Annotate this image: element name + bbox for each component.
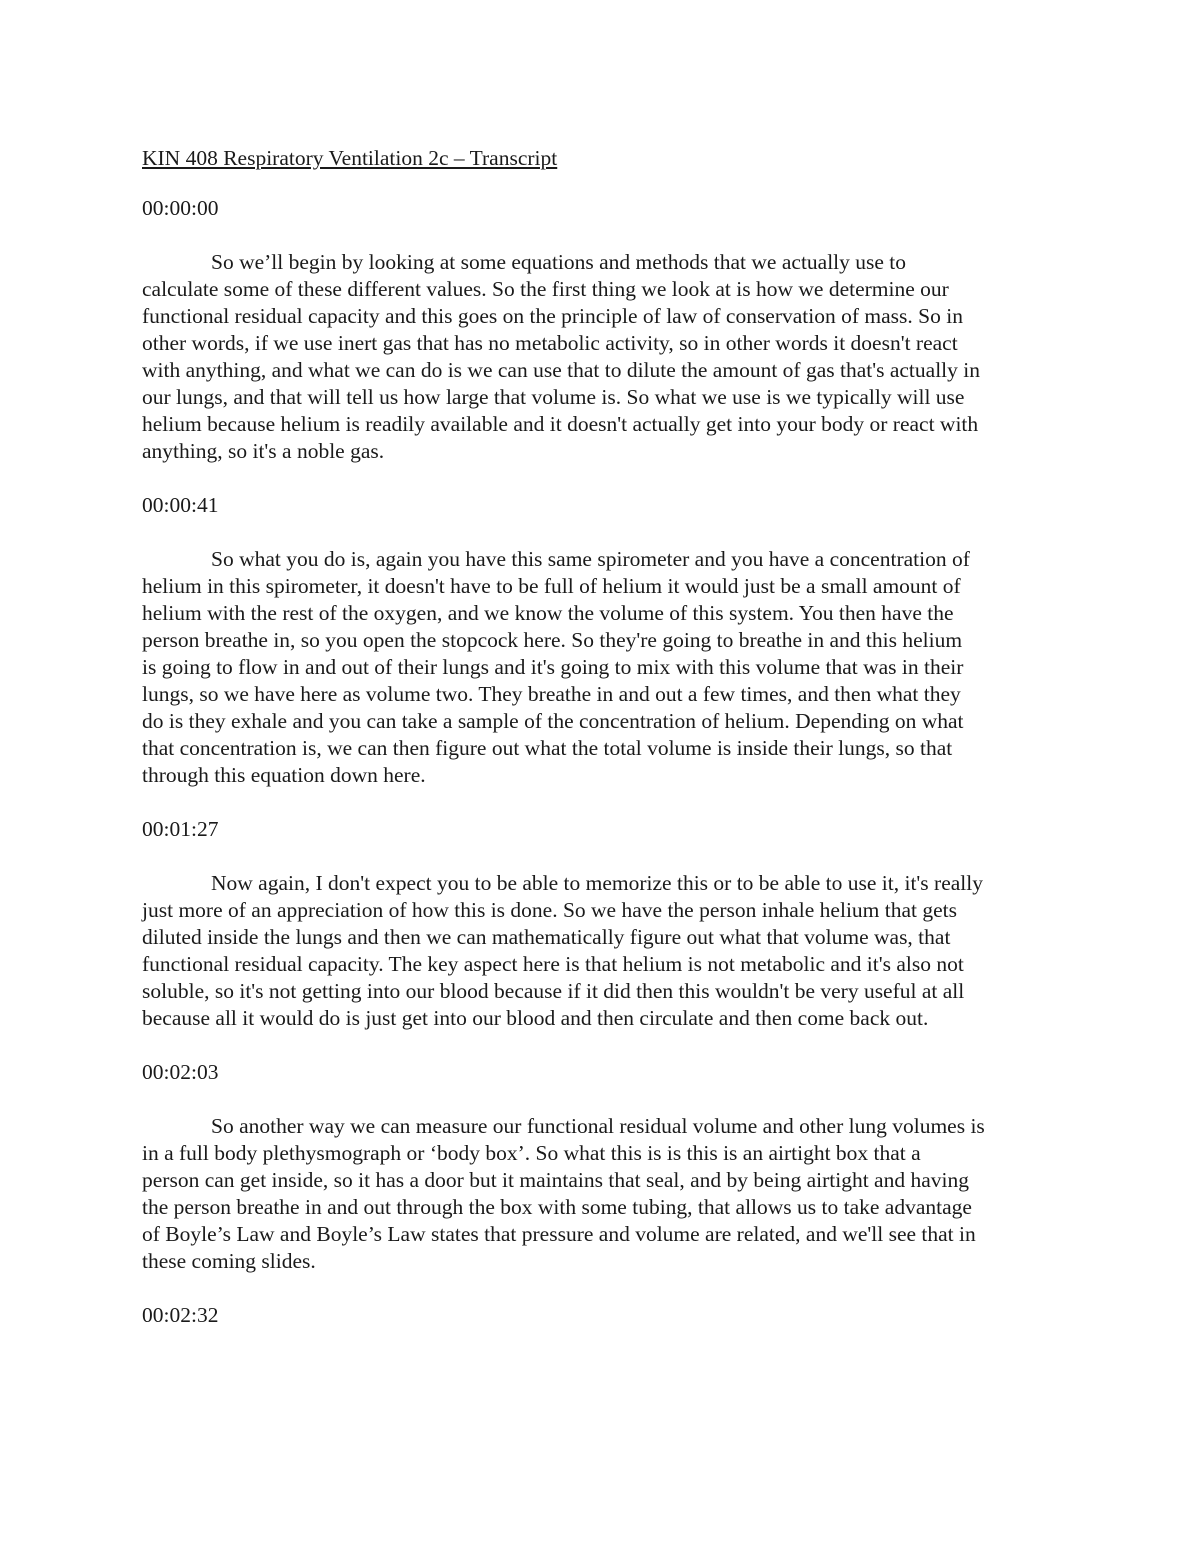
- timestamp: 00:01:27: [142, 817, 219, 841]
- paragraph-line: with anything, and what we can do is we can use that to dilute the amount of gas that's actually in: [142, 358, 980, 382]
- paragraph-line: the person breathe in and out through the box with some tubing, that allows us to take advantage: [142, 1195, 972, 1219]
- paragraph-line: functional residual capacity. The key aspect here is that helium is not metabolic and it's also not: [142, 952, 964, 976]
- paragraph-line: So what you do is, again you have this same spirometer and you have a concentration of: [211, 547, 970, 571]
- paragraph-line: of Boyle’s Law and Boyle’s Law states that pressure and volume are related, and we'll see that in: [142, 1222, 976, 1246]
- paragraph-line: functional residual capacity and this goes on the principle of law of conservation of mass. So in: [142, 304, 963, 328]
- paragraph-line: anything, so it's a noble gas.: [142, 439, 385, 463]
- paragraph-line: person breathe in, so you open the stopcock here. So they're going to breathe in and this helium: [142, 628, 963, 652]
- paragraph-line: So we’ll begin by looking at some equations and methods that we actually use to: [211, 250, 907, 274]
- transcript-paragraph: [142, 546, 1082, 789]
- paragraph-line: helium because helium is readily available and it doesn't actually get into your body or react with: [142, 412, 979, 436]
- paragraph-line: is going to flow in and out of their lungs and it's going to mix with this volume that was in their: [142, 655, 964, 679]
- transcript-paragraph: [142, 249, 1082, 465]
- paragraph-line: in a full body plethysmograph or ‘body box’. So what this is is this is an airtight box that a: [142, 1141, 921, 1165]
- transcript-paragraph: [142, 1113, 1082, 1275]
- transcript-sections: [142, 195, 1082, 1329]
- paragraph-line: Now again, I don't expect you to be able to memorize this or to be able to use it, it's really: [211, 871, 983, 895]
- document-title: KIN 408 Respiratory Ventilation 2c – Transcript: [142, 146, 558, 170]
- paragraph-line: calculate some of these different values. So the first thing we look at is how we determine our: [142, 277, 949, 301]
- timestamp: 00:02:03: [142, 1060, 219, 1084]
- paragraph-line: do is they exhale and you can take a sample of the concentration of helium. Depending on what: [142, 709, 964, 733]
- paragraph-line: soluble, so it's not getting into our blood because if it did then this wouldn't be very useful at all: [142, 979, 965, 1003]
- paragraph-line: because all it would do is just get into our blood and then circulate and then come back out.: [142, 1006, 929, 1030]
- timestamp: 00:02:32: [142, 1303, 219, 1327]
- paragraph-line: just more of an appreciation of how this is done. So we have the person inhale helium that gets: [142, 898, 958, 922]
- paragraph-line: these coming slides.: [142, 1249, 316, 1273]
- timestamp: 00:00:00: [142, 196, 219, 220]
- paragraph-line: other words, if we use inert gas that has no metabolic activity, so in other words it doesn't react: [142, 331, 958, 355]
- paragraph-line: diluted inside the lungs and then we can mathematically figure out what that volume was, that: [142, 925, 951, 949]
- paragraph-line: So another way we can measure our functional residual volume and other lung volumes is: [211, 1114, 985, 1138]
- paragraph-line: that concentration is, we can then figure out what the total volume is inside their lungs, so that: [142, 736, 953, 760]
- paragraph-line: person can get inside, so it has a door but it maintains that seal, and by being airtight and having: [142, 1168, 969, 1192]
- paragraph-line: helium in this spirometer, it doesn't have to be full of helium it would just be a small amount of: [142, 574, 961, 598]
- timestamp: 00:00:41: [142, 493, 219, 517]
- document-page: [142, 145, 1082, 1356]
- paragraph-line: our lungs, and that will tell us how large that volume is. So what we use is we typically will use: [142, 385, 965, 409]
- paragraph-line: through this equation down here.: [142, 763, 426, 787]
- paragraph-line: helium with the rest of the oxygen, and we know the volume of this system. You then have the: [142, 601, 954, 625]
- paragraph-line: lungs, so we have here as volume two. They breathe in and out a few times, and then what they: [142, 682, 961, 706]
- transcript-paragraph: [142, 870, 1082, 1032]
